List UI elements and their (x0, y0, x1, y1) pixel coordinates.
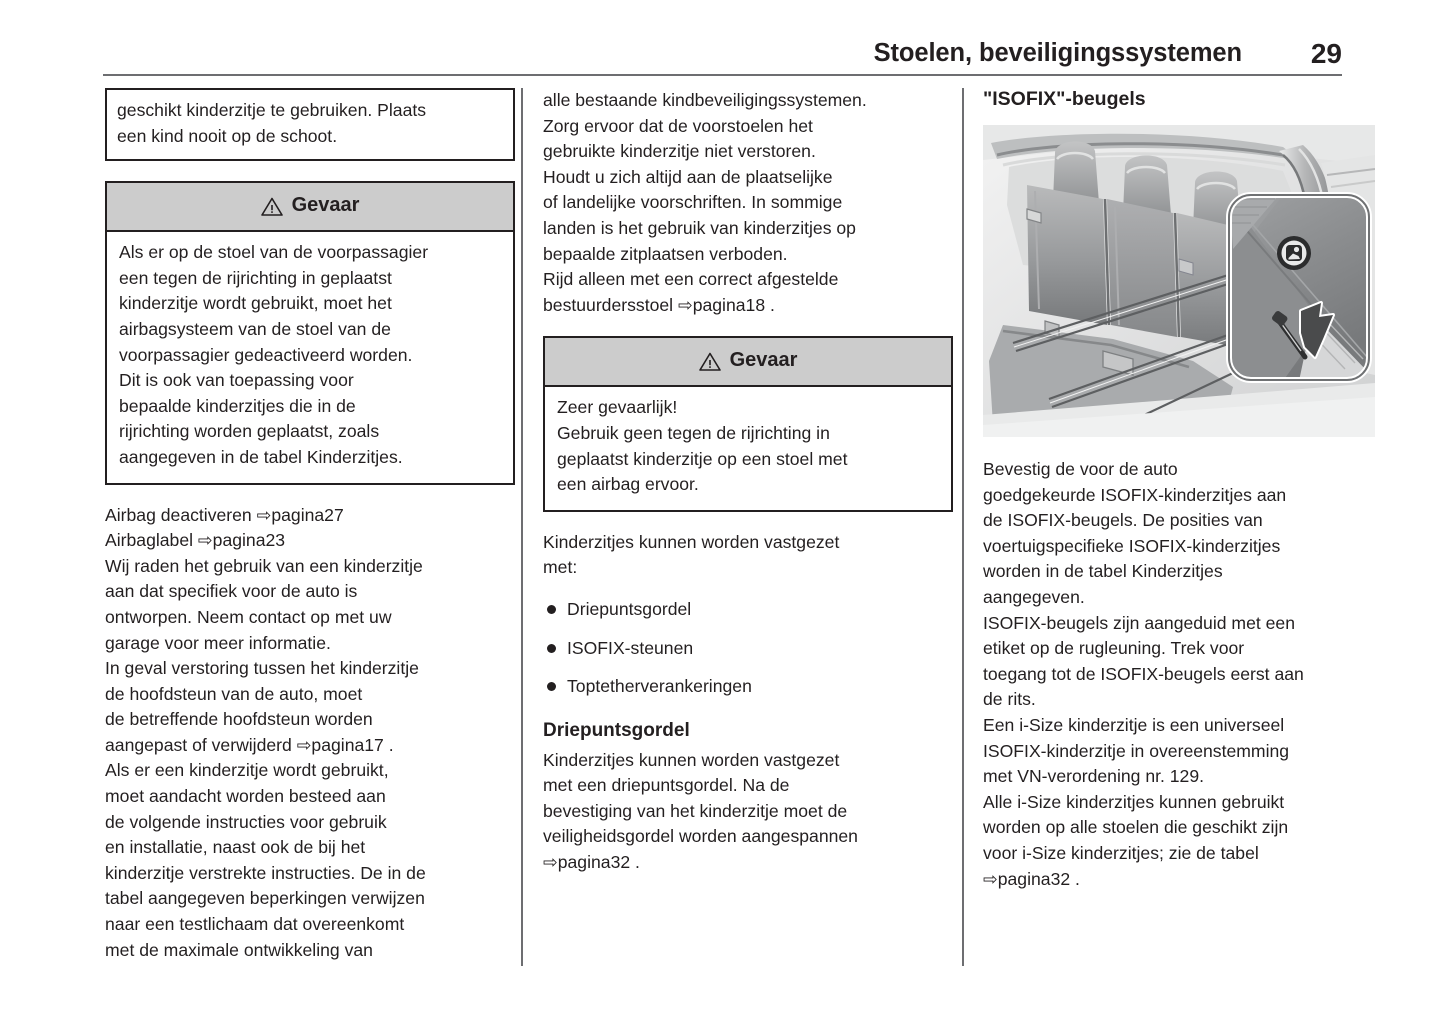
text-line: een kind nooit op de schoot. (117, 125, 338, 146)
column-2-section-text (543, 748, 953, 876)
text-line: ⇨pagina32 . (983, 868, 1080, 889)
text-line: aangegeven. (983, 586, 1085, 607)
text-line: worden in de tabel Kinderzitjes (983, 561, 1223, 582)
column-2-body-top (543, 88, 953, 318)
text-line: bevestiging van het kinderzitje moet de (543, 800, 848, 821)
column-1-body-text (105, 503, 515, 964)
text-line: de hoofdsteun van de auto, moet (105, 683, 363, 704)
text-line: gebruikte kinderzitje niet verstoren. (543, 141, 816, 162)
text-line: de ISOFIX-beugels. De posities van (983, 510, 1263, 531)
text-line: Wij raden het gebruik van een kinderzitje (105, 555, 423, 576)
text-line: een airbag ervoor. (557, 474, 699, 495)
text-line: aan dat specifiek voor de auto is (105, 581, 358, 602)
warning-box-title: Gevaar (729, 349, 798, 372)
text-line: veiligheidsgordel worden aangespannen (543, 826, 858, 847)
text-line: moet aandacht worden besteed aan (105, 786, 386, 807)
text-line: Zeer gevaarlijk! (557, 397, 678, 418)
warning-box-text (557, 395, 941, 497)
text-line: ontworpen. Neem contact op met uw (105, 606, 392, 627)
text-line: bestuurdersstoel ⇨pagina18 . (543, 294, 775, 315)
text-line: ⇨pagina32 . (543, 852, 640, 873)
isofix-anchorage-illustration (983, 125, 1375, 437)
column-divider-1 (521, 88, 523, 966)
text-line: voorpassagier gedeactiveerd worden. (119, 344, 413, 365)
text-line: landen is het gebruik van kinderzitjes op (543, 217, 856, 238)
text-line: Gebruik geen tegen de rijrichting in (557, 422, 830, 443)
text-line: Airbaglabel ⇨pagina23 (105, 530, 286, 551)
text-line: In geval verstoring tussen het kinderzitje (105, 658, 419, 679)
text-line: aangepast of verwijderd ⇨pagina17 . (105, 734, 394, 755)
column-divider-2 (962, 88, 964, 966)
column-2-intro-text (543, 530, 953, 581)
text-line: voertuigspecifieke ISOFIX-kinderzitjes (983, 535, 1281, 556)
list-item-label: Driepuntsgordel (567, 598, 692, 619)
text-line: garage voor meer informatie. (105, 632, 331, 653)
text-line: aangegeven in de tabel Kinderzitjes. (119, 446, 403, 467)
column-3 (983, 88, 1393, 892)
warning-box-header (107, 183, 513, 232)
list-item (543, 636, 953, 662)
warning-box-title: Gevaar (291, 194, 360, 217)
section-heading-isofix-beugels: "ISOFIX"-beugels (983, 88, 1146, 110)
text-line: Houdt u zich altijd aan de plaatselijke (543, 166, 833, 187)
note-box-text (117, 98, 503, 149)
section-heading-driepuntsgordel: Driepuntsgordel (543, 719, 690, 741)
text-line: airbagsysteem van de stoel van de (119, 318, 391, 339)
text-line: de volgende instructies voor gebruik (105, 811, 387, 832)
text-line: kinderzitje verstrekte instructies. De in de (105, 862, 426, 883)
text-line: naar een testlichaam dat overeenkomt (105, 914, 405, 935)
warning-box-body (107, 232, 513, 482)
text-line: Kinderzitjes kunnen worden vastgezet (543, 749, 840, 770)
text-line: worden op alle stoelen die geschikt zijn (983, 817, 1289, 838)
warning-box-text (119, 240, 503, 470)
text-line: ISOFIX-kinderzitje in overeenstemming (983, 740, 1290, 761)
isofix-label-icon (1277, 236, 1311, 270)
note-box-continuation (105, 88, 515, 161)
text-line: kinderzitje wordt gebruikt, moet het (119, 293, 392, 314)
text-line: Airbag deactiveren ⇨pagina27 (105, 504, 344, 525)
bullet-dot-icon (547, 682, 556, 691)
text-line: de betreffende hoofdsteun worden (105, 709, 373, 730)
text-line: Alle i-Size kinderzitjes kunnen gebruikt (983, 791, 1285, 812)
spacer (543, 318, 953, 336)
text-line: rijrichting worden geplaatst, zoals (119, 421, 380, 442)
isofix-anchorage-photo (983, 125, 1375, 437)
bullet-dot-icon (547, 605, 556, 614)
text-line: alle bestaande kindbeveiligingssystemen. (543, 90, 867, 110)
list-item-label: ISOFIX-steunen (567, 637, 694, 658)
bullet-dot-icon (547, 644, 556, 653)
text-line: met een driepuntsgordel. Na de (543, 775, 790, 796)
page-header (103, 28, 1342, 76)
page-title: Stoelen, beveiligingssystemen (873, 39, 1242, 67)
text-line: Als er op de stoel van de voorpassagier (119, 242, 429, 263)
text-line: Dit is ook van toepassing voor (119, 370, 354, 391)
text-line: tabel aangegeven beperkingen verwijzen (105, 888, 425, 909)
text-line: de rits. (983, 689, 1036, 710)
text-line: goedgekeurde ISOFIX-kinderzitjes aan (983, 484, 1287, 505)
text-line: Rijd alleen met een correct afgestelde (543, 269, 839, 290)
warning-triangle-icon (699, 352, 721, 371)
text-line: met de maximale ontwikkeling van (105, 939, 373, 960)
text-line: met VN-verordening nr. 129. (983, 766, 1205, 787)
list-item (543, 597, 953, 623)
text-line: toegang tot de ISOFIX-beugels eerst aan (983, 663, 1304, 684)
warning-box-rear-facing (543, 336, 953, 511)
text-line: voor i-Size kinderzitjes; zie de tabel (983, 842, 1259, 863)
page-number: 29 (1310, 38, 1342, 69)
column-1 (105, 88, 515, 963)
restraint-methods-list (543, 597, 953, 700)
text-line: Bevestig de voor de auto (983, 459, 1178, 479)
text-line: met: (543, 557, 578, 578)
text-line: Een i-Size kinderzitje is een universeel (983, 714, 1285, 735)
warning-box-header (545, 338, 951, 387)
text-line: Zorg ervoor dat de voorstoelen het (543, 115, 813, 136)
text-line: en installatie, naast ook de bij het (105, 837, 366, 858)
column-2 (543, 88, 953, 876)
warning-box-airbag (105, 181, 515, 484)
warning-box-body (545, 387, 951, 509)
list-item (543, 674, 953, 700)
column-3-body-text (983, 457, 1393, 892)
text-line: geschikt kinderzitje te gebruiken. Plaats (117, 100, 427, 120)
text-line: etiket op de rugleuning. Trek voor (983, 638, 1245, 659)
warning-triangle-icon (261, 197, 283, 216)
text-line: Kinderzitjes kunnen worden vastgezet (543, 531, 840, 552)
text-line: bepaalde kinderzitjes die in de (119, 395, 356, 416)
text-line: bepaalde zitplaatsen verboden. (543, 243, 788, 264)
text-line: geplaatst kinderzitje op een stoel met (557, 448, 848, 469)
text-line: een tegen de rijrichting in geplaatst (119, 267, 392, 288)
text-line: ISOFIX-beugels zijn aangeduid met een (983, 612, 1295, 633)
text-line: Als er een kinderzitje wordt gebruikt, (105, 760, 389, 781)
list-item-label: Toptetherverankeringen (567, 676, 752, 697)
text-line: of landelijke voorschriften. In sommige (543, 192, 843, 213)
